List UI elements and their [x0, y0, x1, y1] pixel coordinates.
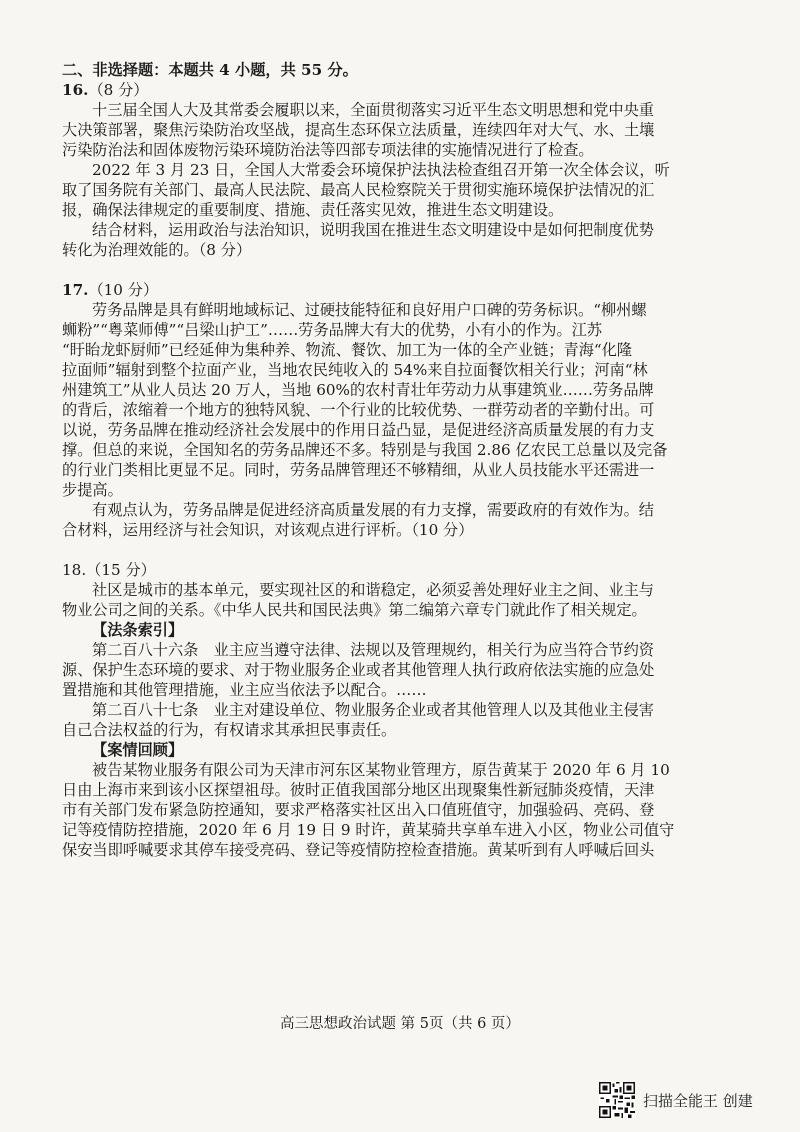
q16-line: 污染防治法和固体废物污染环境防治法等四部专项法律的实施情况进行了检查。	[62, 141, 594, 159]
scanner-watermark	[599, 1080, 753, 1120]
q16-line: 十三届全国人大及其常委会履职以来，全面贯彻落实习近平生态文明思想和党中央重	[92, 101, 654, 119]
q18-line: 市有关部门发布紧急防控通知，要求严格落实社区出入口值班值守，加强验码、亮码、登	[62, 801, 655, 819]
question-16-heading	[62, 80, 702, 100]
question-17-heading	[62, 280, 702, 300]
question-18-number: 18.	[62, 561, 87, 579]
q17-line: 的行业门类相比更显不足。同时，劳务品牌管理还不够精细，从业人员技能水平还需进一	[62, 461, 655, 479]
page-content	[62, 60, 702, 860]
q16-line: 取了国务院有关部门、最高人民法院、最高人民检察院关于贯彻实施环境保护法情况的汇	[62, 181, 655, 199]
watermark-text: 扫描全能王 创建	[643, 1091, 753, 1110]
q18-line: 源、保护生态环境的要求、对于物业服务企业或者其他管理人执行政府依法实施的应急处	[62, 661, 655, 679]
q18-line: 记等疫情防控措施，2020 年 6 月 19 日 9 时许，黄某骑共享单车进入小区，物业公司值守	[62, 821, 675, 839]
q17-line: 的背后，浓缩着一个地方的独特风貌、一个行业的比较优势、一群劳动者的辛勤付出。可	[62, 401, 655, 419]
q18-line: 第二百八十七条 业主对建设单位、物业服务企业或者其他管理人以及其他业主侵害	[92, 701, 654, 719]
q18-line: 物业公司之间的关系。《中华人民共和国民法典》第二编第六章专门就此作了相关规定。	[62, 601, 647, 619]
q18-line: 置措施和其他管理措施，业主应当依法予以配合。……	[62, 681, 427, 699]
q17-line: 州建筑工”从业人员达 20 万人，当地 60%的农村青壮年劳动力从事建筑业……劳务品牌	[62, 381, 654, 399]
q17-line: 劳务品牌是具有鲜明地域标记、过硬技能特征和良好用户口碑的劳务标识。“柳州螺	[92, 301, 647, 319]
qr-code-icon	[599, 1082, 635, 1118]
question-18-points: （15 分）	[86, 561, 156, 579]
q17-line: 拉面师”辐射到整个拉面产业，当地农民纯收入的 54%来自拉面餐饮相关行业；河南“林	[62, 361, 648, 379]
q17-line: 合材料，运用经济与社会知识，对该观点进行评析。（10 分）	[62, 521, 474, 539]
q18-line: 自己合法权益的行为，有权请求其承担民事责任。	[62, 721, 397, 739]
q16-line: 2022 年 3 月 23 日，全国人大常委会环境保护法执法检查组召开第一次全体会议，听	[92, 161, 670, 179]
section-header: 二、非选择题：本题共 4 小题，共 55 分。	[62, 61, 358, 79]
q17-line: 撑。但总的来说，全国知名的劳务品牌还不多。特别是与我国 2.86 亿农民工总量以及完备	[62, 441, 668, 459]
question-16-number: 16.	[62, 81, 89, 99]
question-17-points: （10 分）	[88, 281, 159, 299]
q18-line: 保安当即呼喊要求其停车接受亮码、登记等疫情防控检查措施。黄某听到有人呼喊后回头	[62, 841, 655, 859]
question-16-points: （8 分）	[88, 81, 149, 99]
q16-line: 大决策部署，聚焦污染防治攻坚战，提高生态环保立法质量，连续四年对大气、水、土壤	[62, 121, 655, 139]
q18-subheading-case-review: 【案情回顾】	[92, 741, 184, 759]
q17-line: 步提高。	[62, 481, 123, 499]
q18-line: 日由上海市来到该小区探望祖母。彼时正值我国部分地区出现聚集性新冠肺炎疫情，天津	[62, 781, 655, 799]
q18-line: 第二百八十六条 业主应当遵守法律、法规以及管理规约，相关行为应当符合节约资	[92, 641, 654, 659]
q16-line: 报，确保法律规定的重要制度、措施、责任落实见效，推进生态文明建设。	[62, 201, 564, 219]
page-footer: 高三思想政治试题 第 5页（共 6 页）	[280, 1016, 520, 1032]
q18-subheading-law-index: 【法条索引】	[92, 621, 184, 639]
q17-line: “盱眙龙虾厨师”已经延伸为集种养、物流、餐饮、加工为一体的全产业链；青海“化隆	[62, 341, 633, 359]
question-18-heading	[62, 560, 702, 580]
question-17-number: 17.	[62, 281, 89, 299]
q18-line: 被告某物业服务有限公司为天津市河东区某物业管理方，原告黄某于 2020 年 6 月 10	[92, 761, 670, 779]
q17-line: 以说，劳务品牌在推动经济社会发展中的作用日益凸显，是促进经济高质量发展的有力支	[62, 421, 655, 439]
q17-line: 有观点认为，劳务品牌是促进经济高质量发展的有力支撑，需要政府的有效作为。结	[92, 501, 654, 519]
q16-line: 结合材料，运用政治与法治知识，说明我国在推进生态文明建设中是如何把制度优势	[92, 221, 654, 239]
q17-line: 蛳粉”“粤菜师傅”“吕梁山护工”……劳务品牌大有大的优势，小有小的作为。江苏	[62, 321, 603, 339]
q18-line: 社区是城市的基本单元，要实现社区的和谐稳定，必须妥善处理好业主之间、业主与	[92, 581, 654, 599]
q16-line: 转化为治理效能的。（8 分）	[62, 241, 252, 259]
